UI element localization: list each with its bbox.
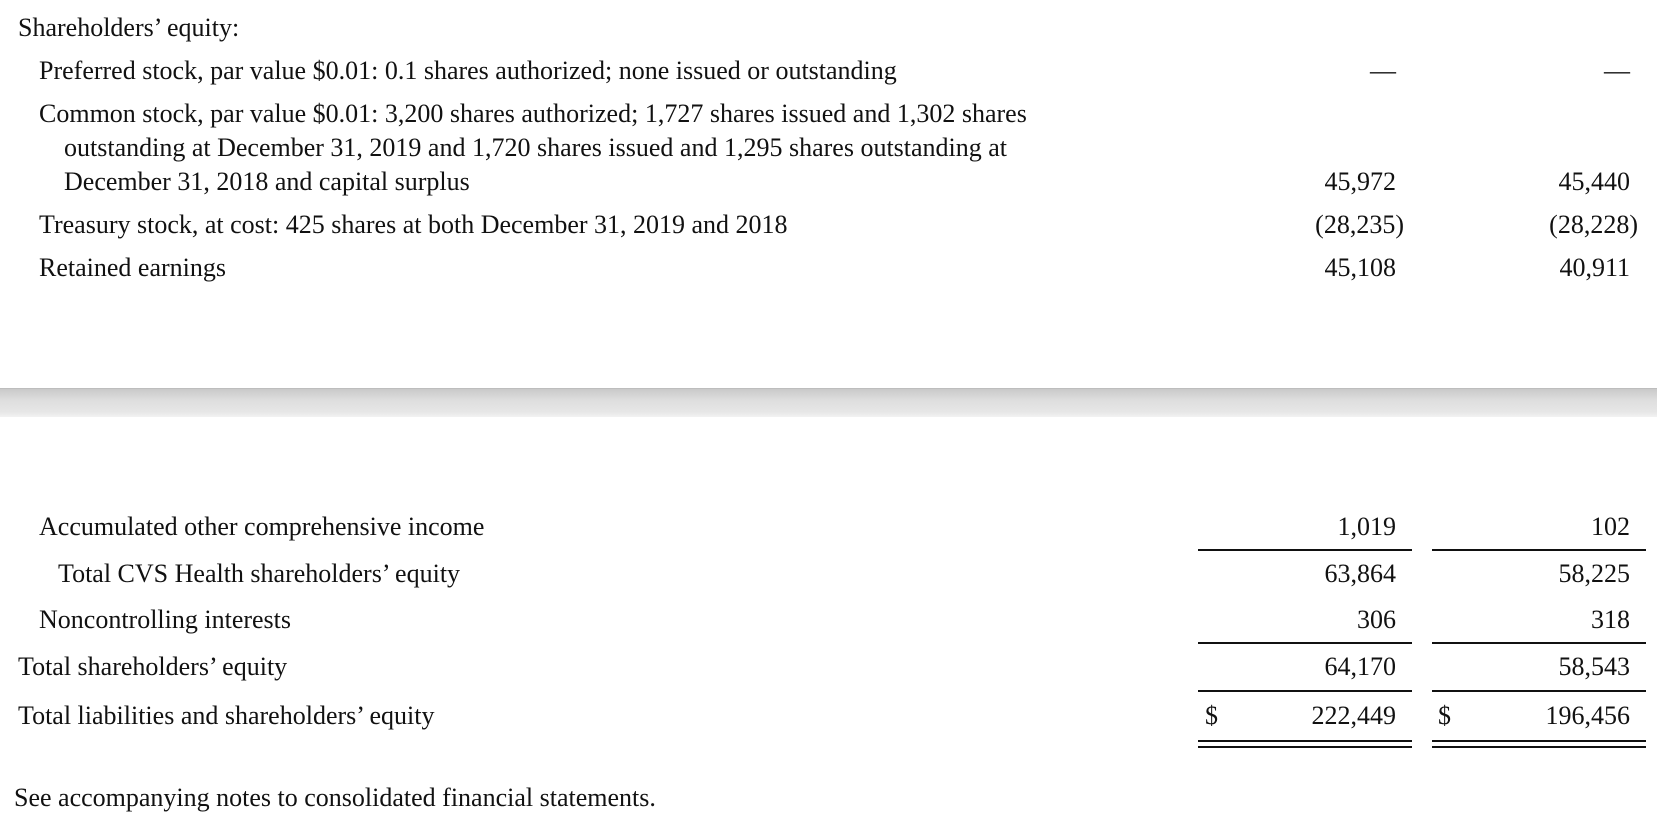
row-label-total-cvs-equity: Total CVS Health shareholders’ equity bbox=[58, 559, 461, 588]
row-label-total-liabilities-equity: Total liabilities and shareholders’ equity bbox=[18, 701, 435, 730]
row-label-preferred-stock: Preferred stock, par value $0.01: 0.1 shares authorized; none issued or outstanding bbox=[39, 56, 897, 85]
row-label-aoci: Accumulated other comprehensive income bbox=[39, 512, 485, 541]
subtotal-rule-2019-b bbox=[1198, 642, 1412, 644]
row-label-total-equity: Total shareholders’ equity bbox=[18, 652, 288, 681]
currency-symbol-2018: $ bbox=[1438, 701, 1451, 730]
value-retained-2019: 45,108 bbox=[1324, 253, 1396, 282]
row-label-treasury-stock: Treasury stock, at cost: 425 shares at both December 31, 2019 and 2018 bbox=[39, 210, 788, 239]
value-total-liab-equity-2019: 222,449 bbox=[1311, 701, 1396, 730]
value-noncontrolling-2018: 318 bbox=[1591, 605, 1630, 634]
value-common-2019: 45,972 bbox=[1324, 167, 1396, 196]
footnote: See accompanying notes to consolidated financial statements. bbox=[14, 783, 656, 812]
subtotal-rule-2019 bbox=[1198, 549, 1412, 551]
page-break-band bbox=[0, 388, 1657, 417]
double-rule-2019 bbox=[1198, 740, 1412, 748]
section-header: Shareholders’ equity: bbox=[18, 13, 240, 42]
row-label-common-stock-line-2: outstanding at December 31, 2019 and 1,720 shares issued and 1,295 shares outstanding at bbox=[64, 133, 1008, 162]
value-preferred-2019: — bbox=[1370, 56, 1396, 85]
value-retained-2018: 40,911 bbox=[1559, 253, 1630, 282]
row-label-common-stock-line-1: Common stock, par value $0.01: 3,200 shares authorized; 1,727 shares issued and 1,302 shares bbox=[39, 99, 1027, 128]
value-total-cvs-2018: 58,225 bbox=[1558, 559, 1630, 588]
total-rule-2019 bbox=[1198, 690, 1412, 692]
value-treasury-2018: (28,228) bbox=[1549, 210, 1638, 239]
value-total-equity-2019: 64,170 bbox=[1324, 652, 1396, 681]
value-treasury-2019: (28,235) bbox=[1315, 210, 1404, 239]
double-rule-2018 bbox=[1432, 740, 1646, 748]
row-label-noncontrolling: Noncontrolling interests bbox=[39, 605, 292, 634]
currency-symbol-2019: $ bbox=[1205, 701, 1218, 730]
value-preferred-2018: — bbox=[1604, 56, 1630, 85]
value-total-cvs-2019: 63,864 bbox=[1324, 559, 1396, 588]
subtotal-rule-2018-b bbox=[1432, 642, 1646, 644]
row-label-common-stock-line-3: December 31, 2018 and capital surplus bbox=[64, 167, 470, 196]
total-rule-2018 bbox=[1432, 690, 1646, 692]
value-total-liab-equity-2018: 196,456 bbox=[1545, 701, 1630, 730]
row-label-retained-earnings: Retained earnings bbox=[39, 253, 226, 282]
value-common-2018: 45,440 bbox=[1558, 167, 1630, 196]
value-total-equity-2018: 58,543 bbox=[1558, 652, 1630, 681]
value-aoci-2019: 1,019 bbox=[1337, 512, 1396, 541]
value-aoci-2018: 102 bbox=[1591, 512, 1630, 541]
subtotal-rule-2018 bbox=[1432, 549, 1646, 551]
value-noncontrolling-2019: 306 bbox=[1357, 605, 1396, 634]
